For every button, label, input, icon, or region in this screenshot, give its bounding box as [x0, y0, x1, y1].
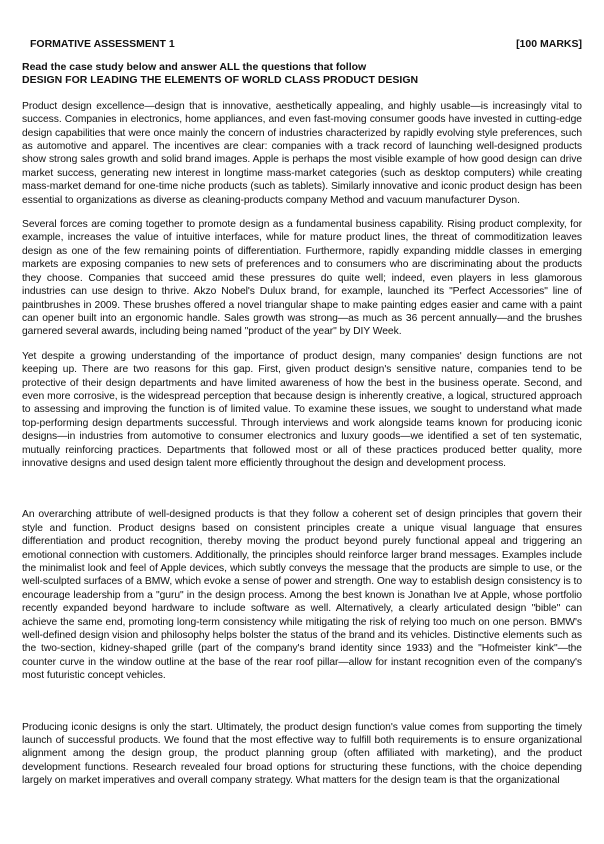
paragraph-4: An overarching attribute of well-designed products is that they follow a coherent set of design principles that govern their style and function. Product designs based on consistent principles create a unique visual language that ensures differentiation and product recognition, thereby moving the product beyond purely functional appeal and triggering an emotional connection with customers. Additionally, the principles should reinforce larger brand messages. Examples include the minimalist look and feel of Apple devices, which subtly conveys the message that the products are simple to use, or the well-sculpted surfaces of a BMW, which evoke a sense of power and strength. One way to establish design consistency is to encourage leadership from a "guru" in the design process. Among the best known is Jonathan Ive at Apple, whose portfolio recently expanded beyond hardware to include software as well. Alternatively, a clearly articulated design "bible" can achieve the same end, promoting long-term consistency while mitigating the risk of relying too much on one person. BMW's well-defined design vision and philosophy helps bolster the status of the brand and its vehicles. Distinctive elements such as the two-section, kidney-shaped grille (part of the company's brand identity since 1933) and the "Hofmeister kink"—the counter curve in the window outline at the base of the rear roof pillar—allow for instant recognition even of the company's most futuristic concept vehicles. — [22, 509, 582, 682]
paragraph-3: Yet despite a growing understanding of the importance of product design, many companies' design functions are not keeping up. There are two reasons for this gap. First, given product design's sensitive nature, companies tend to be protective of their design departments and have limited awareness of how the best in the business operate. Second, and even more corrosive, is the widespread perception that because design is inherently creative, a logical, structured approach to assessing and improving the function is of limited value. To examine these issues, we sought to understand what made top-performing design departments successful. Through interviews and work alongside teams known for producing iconic designs—in industries from automotive to consumer electronics and luxury goods—we identified a set of ten systematic, mutually reinforcing practices. Departments that followed most or all of these practices produced better quality, more innovative designs and used design talent more efficiently throughout the design and development process. — [22, 350, 582, 469]
instruction-line: Read the case study below and answer ALL the questions that follow — [22, 61, 367, 73]
paragraph-2: Several forces are coming together to promote design as a fundamental business capability. Rising product complexity, for example, increases the value of intuitive interfaces, while for mature product lines, the threat of commoditization leaves design as one of the few remaining points of differentiation. Furthermore, rapidly expanding middle classes in emerging markets are exposing companies to new sets of preferences and to consumers who are discriminating about the products they choose. Companies that succeed amid these pressures do quite well; indeed, even players in less glamorous industries can use design to thrive. Akzo Nobel's Dulux brand, for example, launched its "Perfect Accessories" line of paintbrushes in 2009. These brushes offered a novel triangular shape to make painting edges easier and came with a paint can opener built into an ergonomic handle. Sales growth was strong—as much as 36 percent annually—and the brushes garnered several awards, including being named "product of the year" by DIY Week. — [22, 219, 582, 338]
header-row — [22, 38, 582, 51]
paragraph-1: Product design excellence—design that is innovative, aesthetically appealing, and highly usable—is increasingly vital to success. Companies in electronics, home appliances, and even fast-moving consumer goods have invested in cutting-edge design capabilities that were once mainly the concern of industries characterized by rapidly evolving style preferences, such as automotive and apparel. The incentives are clear: companies with a track record of launching well-designed products show strong sales growth and solid brand images. Apple is perhaps the most visible example of how good design can drive market success, generating new interest in longtime mass-market categories (such as desktop computers) while creating mass-market demand for one-time niche products (such as tablets). Similarly innovative and iconic product design has been essential to organizations as diverse as cleaning-products company Method and vacuum manufacturer Dyson. — [22, 100, 582, 206]
total-marks: [100 MARKS] — [516, 38, 582, 50]
paragraph-5: Producing iconic designs is only the start. Ultimately, the product design function's value comes from supporting the timely launch of successful products. We found that the most effective way to fulfill both requirements is to ensure organizational alignment among the design group, the product planning group (often affiliated with marketing), and the product development functions. Research revealed four broad options for structuring these functions, with the choice depending largely on market imperatives and overall company strategy. What matters for the design team is that the organizational — [22, 721, 582, 787]
case-study-title: DESIGN FOR LEADING THE ELEMENTS OF WORLD CLASS PRODUCT DESIGN — [22, 74, 419, 87]
assessment-title: FORMATIVE ASSESSMENT 1 — [30, 38, 175, 50]
instructions — [22, 61, 582, 88]
document-page — [22, 38, 582, 788]
